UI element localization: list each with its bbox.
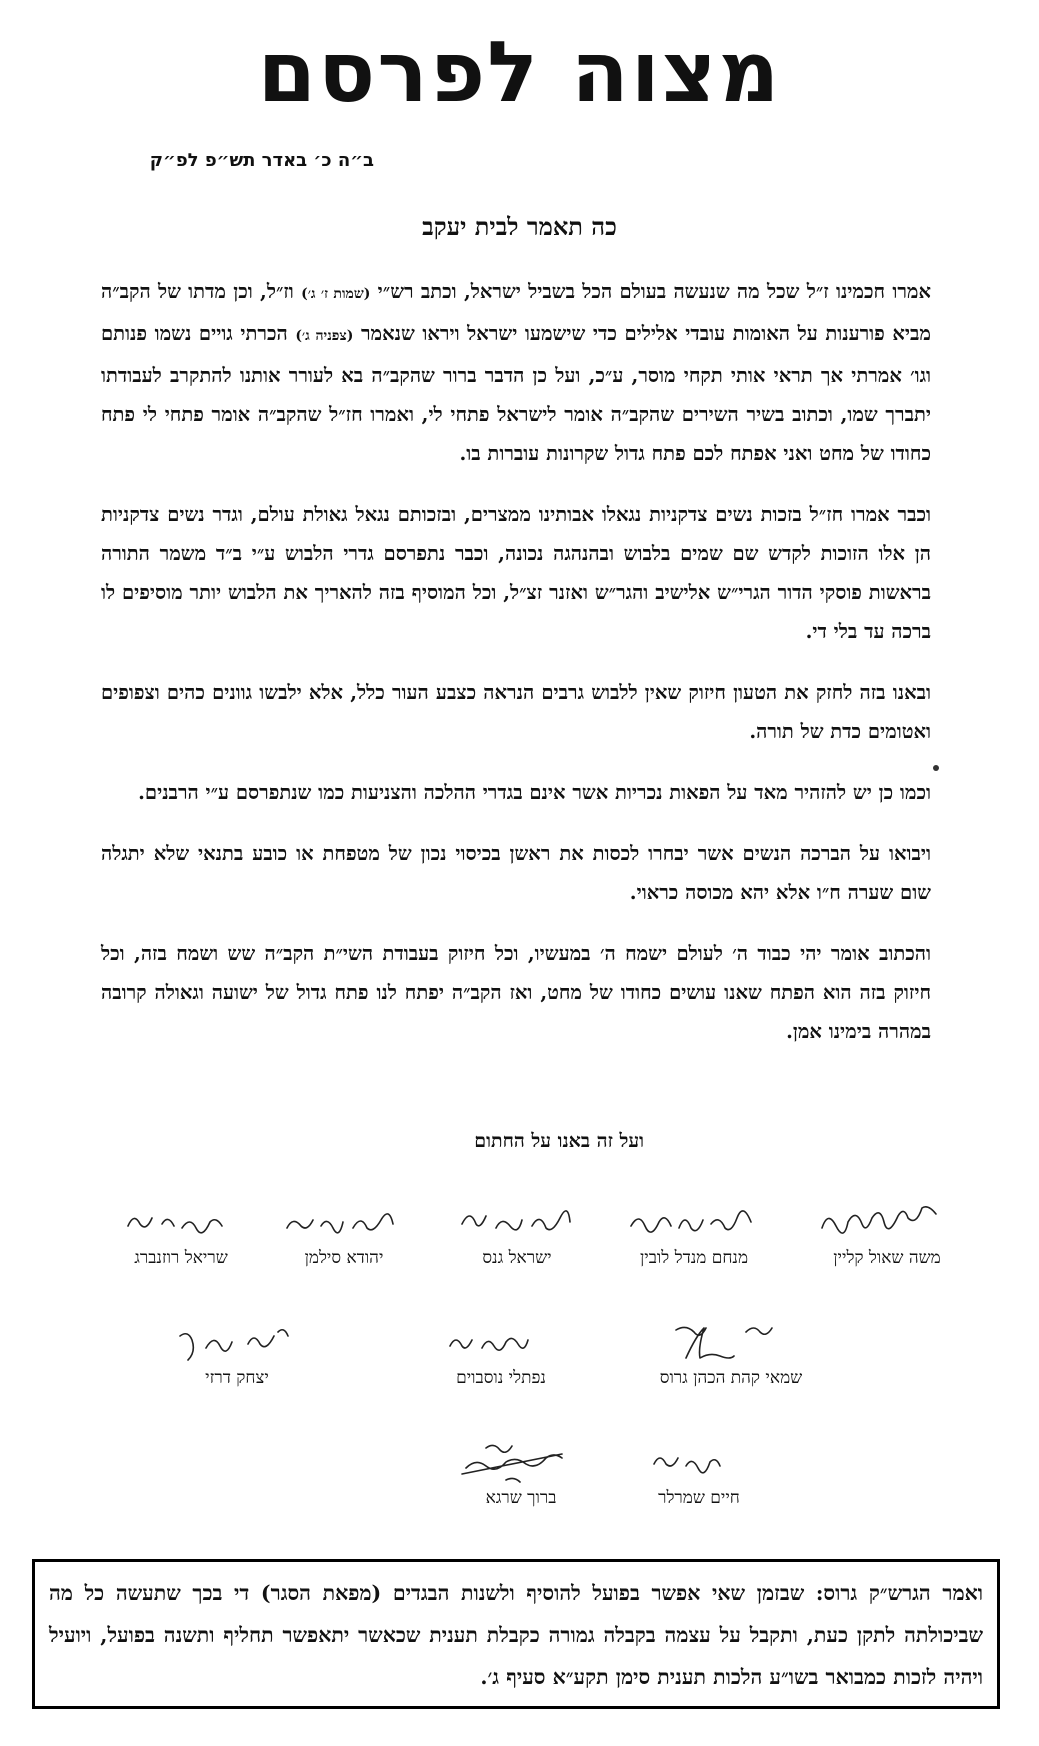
handwritten-signature bbox=[599, 1438, 799, 1484]
signatory-name: שריאל רוזנברג bbox=[134, 1248, 228, 1268]
handwritten-signature bbox=[137, 1318, 337, 1364]
paragraph-4: וכמו כן יש להזהיר מאד על הפאות נכריות אשר אינם בגדרי ההלכה והצניעות כמו שנתפרסם ע״י הרבנים. bbox=[138, 781, 931, 804]
signatory-name: יצחק דרזי bbox=[205, 1368, 269, 1388]
document-date: ב״ה כ׳ באדר תש״פ לפ״ק bbox=[149, 150, 374, 171]
signatory-1 bbox=[787, 1198, 987, 1278]
paragraph-3: ובאנו בזה לחזק את הטעון חיזוק שאין ללבוש גרבים הנראה כצבע העור כלל, אלא ילבשו גוונים כהים וצפופים ואטומים כדת של תורה. bbox=[101, 681, 931, 743]
paragraph-1 bbox=[101, 272, 931, 473]
signatory-2 bbox=[594, 1198, 794, 1278]
paragraph-1-text-b: וז״ל, וכן מדתו של הקב״ה מביא פורענות על האומות עובדי אלילים כדי שישמעו ישראל ויראו שנאמר bbox=[101, 280, 931, 345]
letter-body bbox=[101, 272, 931, 1073]
signatory-name: מנחם מנדל לובין bbox=[639, 1248, 749, 1268]
notice-text: ואמר הגרש״ק גרוס: שבזמן שאי אפשר בפועל להוסיף ולשנות הבגדים (מפאת הסגר) די בכך שתעשה כל מה שביכולתה לתקן כעת, ותקבל על עצמה בקבלה גמורה כקבלת תענית שכאשר יתאפשר תחליף ותשנה בפועל, ויועיל ויהיה לזכות כמבואר בשו״ע הלכות תענית סימן תקע״א סעיף ג׳. bbox=[49, 1581, 983, 1689]
signatory-name: יהודא סילמן bbox=[304, 1248, 384, 1268]
signatory-6 bbox=[631, 1318, 831, 1398]
signatory-10 bbox=[421, 1438, 621, 1518]
handwritten-signature bbox=[417, 1198, 617, 1244]
handwritten-signature bbox=[81, 1198, 281, 1244]
signatory-name: חיים שמרלר bbox=[658, 1488, 740, 1508]
handwritten-signature bbox=[631, 1318, 831, 1364]
signatory-name: שמאי קהת הכהן גרוס bbox=[659, 1368, 803, 1388]
signatory-name: משה שאול קליין bbox=[833, 1248, 941, 1268]
paragraph-2: וכבר אמרו חז״ל בזכות נשים צדקניות נגאלו אבותינו ממצרים, ובזכותם נגאל גאולת עולם, וגדר נשים צדקניות הן אלו הזוכות לקדש שם שמים בלבוש ובהנהגה נכונה, וכבר נתפרסם גדרי הלבוש ע״י ב״ד משמר התורה בראשות פוסקי הדור הגרי״ש אלישיב והגר״ש ואזנר זצ״ל, וכל המוסיף בזה להאריך את הלבוש יותר מוסיפים לו ברכה עד בלי די. bbox=[101, 503, 931, 643]
handwritten-signature bbox=[594, 1198, 794, 1244]
signatory-name: ברוך שרגא bbox=[485, 1488, 557, 1508]
citation-shemot: (שמות ז׳ ג׳) bbox=[301, 286, 371, 302]
signatory-3 bbox=[417, 1198, 617, 1278]
handwritten-signature bbox=[421, 1438, 621, 1484]
paragraph-5: ויבואו על הברכה הנשים אשר יבחרו לכסות את ראשן בכיסוי נכון של מטפחת או כובע בתנאי שלא יתגלה שום שערה ח״ו אלא יהא מכוסה כראוי. bbox=[101, 842, 931, 904]
signatory-name: ישראל גנס bbox=[482, 1248, 552, 1268]
handwritten-signature bbox=[787, 1198, 987, 1244]
closing-line: ועל זה באנו על החתום bbox=[474, 1130, 644, 1152]
page-subtitle: כה תאמר לבית יעקב bbox=[422, 212, 617, 241]
signatory-name: נפתלי נוסבוים bbox=[456, 1368, 546, 1388]
paragraph-1-text-c: הכרתי גויים נשמו פנותם וגו׳ אמרתי אך תראי אותי תקחי מוסר, ע״כ, ועל כן הדבר ברור שהקב״ה בא לעורר אותנו להתקרב לעבודתו יתברך שמו, וכתוב בשיר השירים שהקב״ה אומר לישראל פתחי לי, ואמרו חז״ל שהקב״ה אומר פתחי לי פתח כחודו של מחט ואני אפתח לכם פתח גדול שקרונות עוברות בו. bbox=[101, 322, 931, 465]
rabbinical-notice-box bbox=[32, 1559, 1000, 1709]
signatory-9 bbox=[599, 1438, 799, 1518]
paragraph-1-text-a: אמרו חכמינו ז״ל שכל מה שנעשה בעולם הכל בשביל ישראל, וכתב רש״י bbox=[370, 280, 931, 303]
paragraph-6: והכתוב אומר יהי כבוד ה׳ לעולם ישמח ה׳ במעשיו, וכל חיזוק בעבודת השי״ת הקב״ה שש ושמח בזה, וכל חיזוק בזה הוא הפתח שאנו עושים כחודו של מחט, ואז הקב״ה יפתח לנו פתח גדול של ישועה וגאולה קרובה במהרה בימינו אמן. bbox=[101, 942, 931, 1043]
handwritten-signature bbox=[401, 1318, 601, 1364]
page-title: מצוה לפרסם bbox=[257, 23, 782, 121]
citation-tzefania: (צפניה ג׳) bbox=[295, 328, 354, 344]
signatory-8 bbox=[137, 1318, 337, 1398]
stray-dot-mark bbox=[933, 765, 939, 771]
signatory-7 bbox=[401, 1318, 601, 1398]
signatory-5 bbox=[81, 1198, 281, 1278]
